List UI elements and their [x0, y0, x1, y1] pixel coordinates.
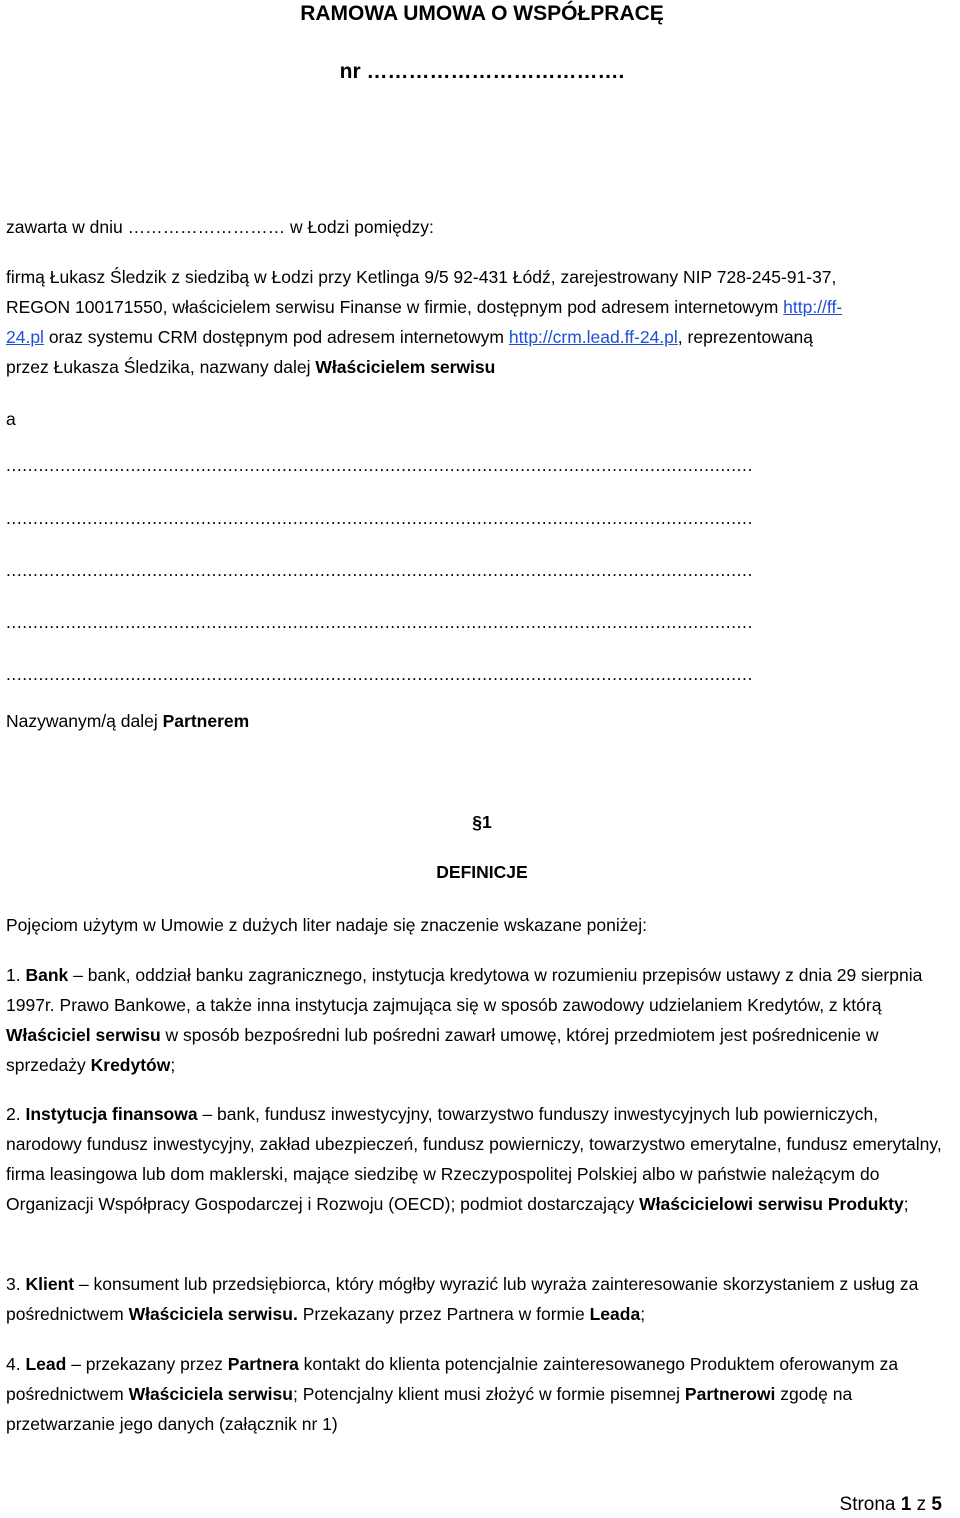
partner-blank-line-2: .......................................................................................................................................... — [6, 508, 753, 528]
page-counter: Strona 1 z 5 — [839, 1494, 942, 1515]
definition-bank: 1. Bank – bank, oddział banku zagranicznego, instytucja kredytowa w rozumieniu przepisów ustawy z dnia 29 sierpnia 1997r. Prawo Bankowe, a także inna instytucja zajmująca się w sposób zawodowy udzielaniem Kredytów, z którą Właściciel serwisu w sposób bezpośredni lub pośredni zawarł umowę, której przedmiotem jest pośrednicenie w sprzedaży Kredytów; — [6, 965, 923, 1075]
partner-line — [6, 706, 249, 736]
party-one-line-2 — [6, 292, 842, 322]
ff24-link-cont[interactable]: 24.pl — [6, 327, 44, 347]
party-one-text: przez Łukasza Śledzika, nazwany dalej — [6, 357, 316, 377]
contract-number: nr ………………………………. — [339, 60, 625, 83]
partner-blank-line-1: .......................................................................................................................................... — [6, 455, 753, 475]
partner-text: Nazywanym/ą dalej — [6, 711, 163, 731]
owner-term: Właścicielem serwisu — [315, 357, 496, 377]
contract-date-line: zawarta w dniu ……………………… w Łodzi pomiędzy: — [6, 217, 434, 237]
definition-financial-institution: 2. Instytucja finansowa – bank, fundusz inwestycyjny, towarzystwo funduszy inwestycyjnych lub powierniczych, narodowy fundusz inwestycyjny, zakład ubezpieczeń, fundusz powierniczy, towarzystwo emerytalne, fundusz emerytalny, firma leasingowa lub dom maklerski, mające siedzibę w Rzeczypospolitej Polskiej albo w państwie należącym do Organizacji Współpracy Gospodarczej i Rozwoju (OECD); podmiot dostarczający Właścicielowi serwisu Produkty; — [6, 1104, 942, 1214]
partner-blank-line-4: .......................................................................................................................................... — [6, 612, 753, 632]
ff24-link[interactable]: http://ff- — [783, 297, 843, 317]
definition-client: 3. Klient – konsument lub przedsiębiorca, który mógłby wyrazić lub wyraża zainteresowanie skorzystaniem z usług za pośrednictwem Właściciela serwisu. Przekazany przez Partnera w formie Leada; — [6, 1274, 919, 1324]
party-one-text: , reprezentowaną — [677, 327, 814, 347]
section-number: §1 — [472, 812, 492, 832]
party-one-text: REGON 100171550, właścicielem serwisu Finanse w firmie, dostępnym pod adresem internetowym — [6, 297, 784, 317]
party-one-line-1: firmą Łukasz Śledzik z siedzibą w Łodzi przy Ketlinga 9/5 92-431 Łódź, zarejestrowany NIP 728-245-91-37, — [6, 267, 837, 287]
partner-blank-line-3: .......................................................................................................................................... — [6, 560, 753, 580]
document-title: RAMOWA UMOWA O WSPÓŁPRACĘ — [300, 2, 664, 25]
partner-term: Partnerem — [162, 711, 250, 731]
definitions-lead-in: Pojęciom użytym w Umowie z dużych liter nadaje się znaczenie wskazane poniżej: — [6, 915, 647, 935]
partner-blank-line-5: .......................................................................................................................................... — [6, 664, 753, 684]
section-heading: DEFINICJE — [436, 862, 528, 882]
crm-link[interactable]: http://crm.lead.ff-24.pl — [508, 327, 678, 347]
party-one-text: oraz systemu CRM dostępnym pod adresem internetowym — [43, 327, 509, 347]
conjunction-a: a — [6, 409, 16, 429]
definition-lead: 4. Lead – przekazany przez Partnera kontakt do klienta potencjalnie zainteresowanego Produktem oferowanym za pośrednictwem Właściciela serwisu; Potencjalny klient musi złożyć w formie pisemnej Partnerowi zgodę na przetwarzanie jego danych (załącznik nr 1) — [6, 1354, 899, 1434]
party-one-line-3 — [6, 322, 813, 352]
party-one-line-4 — [6, 352, 495, 382]
